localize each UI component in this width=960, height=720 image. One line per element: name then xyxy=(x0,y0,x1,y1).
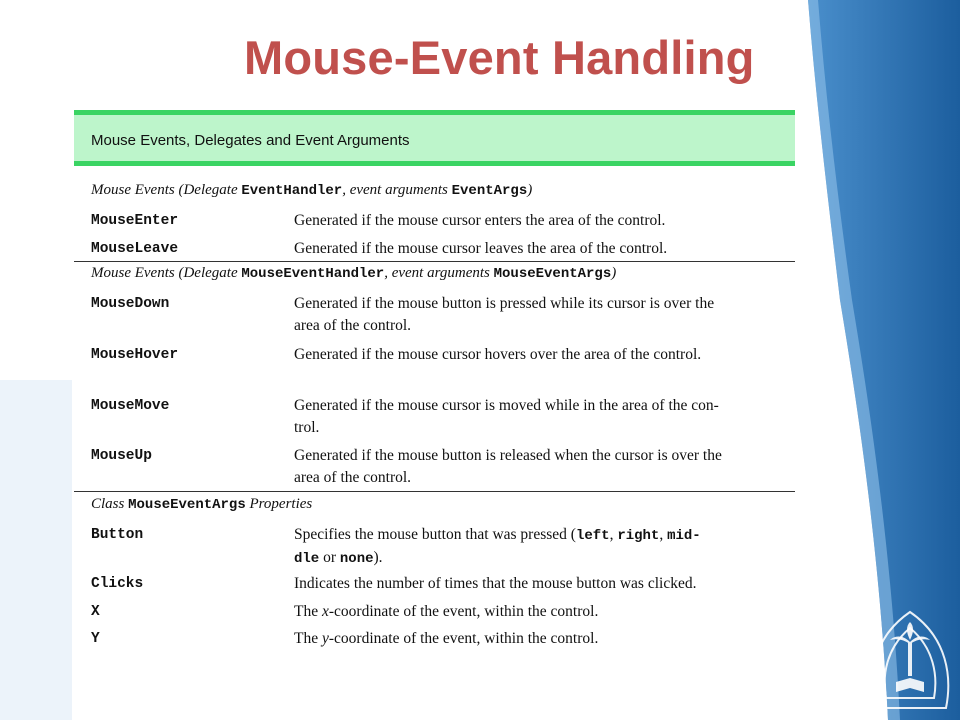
property-description: The x-coordinate of the event, within the control. xyxy=(294,603,599,620)
events-table xyxy=(74,110,795,670)
property-name: Clicks xyxy=(91,576,144,592)
property-name: Y xyxy=(91,631,100,647)
section-heading: Mouse Events (Delegate EventHandler, event arguments EventArgs) xyxy=(91,182,533,199)
section-heading: Class MouseEventArgs Properties xyxy=(91,496,313,513)
event-name: MouseHover xyxy=(91,347,179,363)
property-description: Specifies the mouse button that was pressed (left, right, mid- dle or none). xyxy=(294,526,701,567)
section-heading: Mouse Events (Delegate MouseEventHandler, event arguments MouseEventArgs) xyxy=(91,265,617,282)
event-description: Generated if the mouse cursor enters the area of the control. xyxy=(294,212,666,229)
section-divider xyxy=(74,261,795,262)
event-description: Generated if the mouse button is pressed while its cursor is over the area of the control. xyxy=(294,295,715,334)
property-description: Indicates the number of times that the mouse button was clicked. xyxy=(294,575,697,592)
event-description: Generated if the mouse button is released when the cursor is over the area of the control. xyxy=(294,447,722,486)
event-name: MouseEnter xyxy=(91,213,179,229)
event-description: Generated if the mouse cursor leaves the area of the control. xyxy=(294,240,668,257)
event-description: Generated if the mouse cursor is moved while in the area of the con- trol. xyxy=(294,397,719,436)
event-name: MouseUp xyxy=(91,448,152,464)
property-name: X xyxy=(91,604,100,620)
event-description: Generated if the mouse cursor hovers over the area of the control. xyxy=(294,346,702,363)
event-name: MouseLeave xyxy=(91,241,179,257)
university-seal-logo xyxy=(862,598,958,718)
table-header xyxy=(74,110,795,166)
property-description: The y-coordinate of the event, within the control. xyxy=(294,630,599,647)
slide-title: Mouse-Event Handling xyxy=(244,31,755,84)
table-header-label: Mouse Events, Delegates and Event Arguments xyxy=(91,132,410,149)
section-divider xyxy=(74,491,795,492)
event-name: MouseMove xyxy=(91,398,170,414)
property-name: Button xyxy=(91,527,144,543)
event-name: MouseDown xyxy=(91,296,170,312)
